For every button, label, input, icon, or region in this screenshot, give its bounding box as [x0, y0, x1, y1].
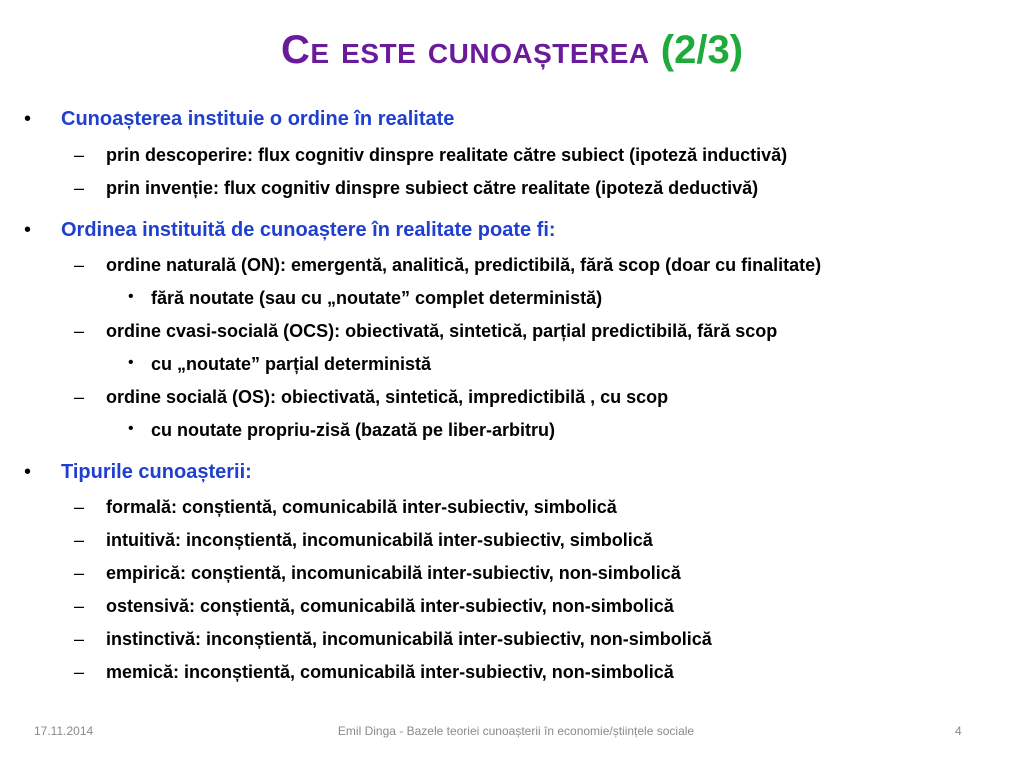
bullet-marker: •	[128, 354, 134, 371]
bullet-marker: •	[24, 461, 32, 483]
sub-item: cu „noutate” parțial deterministă	[151, 354, 432, 374]
list-item: memică: inconștientă, comunicabilă inter-subiectiv, non-simbolică	[106, 662, 674, 682]
list-item: ostensivă: conștientă, comunicabilă inter-subiectiv, non-simbolică	[106, 596, 674, 616]
list-item: instinctivă: inconștientă, incomunicabilă inter-subiectiv, non-simbolică	[106, 629, 712, 649]
dash-marker: –	[74, 321, 85, 341]
slide-title-main: Ce este cunoașterea	[280, 28, 650, 72]
footer-page-number: 4	[955, 724, 962, 738]
bullet-marker: •	[24, 108, 32, 130]
list-item: intuitivă: inconștientă, incomunicabilă inter-subiectiv, simbolică	[106, 530, 653, 550]
dash-marker: –	[74, 563, 85, 583]
dash-marker: –	[74, 178, 85, 198]
slide-title-part: (2/3)	[660, 28, 744, 72]
sub-item: cu noutate propriu-zisă (bazată pe liber-arbitru)	[151, 420, 556, 440]
section-heading: Ordinea instituită de cunoaștere în realitate poate fi:	[61, 219, 556, 241]
bullet-marker: •	[24, 219, 32, 241]
list-item: prin descoperire: flux cognitiv dinspre realitate către subiect (ipoteză inductivă)	[106, 145, 788, 165]
list-item: ordine socială (OS): obiectivată, sintetică, impredictibilă , cu scop	[106, 387, 669, 407]
dash-marker: –	[74, 497, 85, 517]
dash-marker: –	[74, 145, 85, 165]
list-item: formală: conștientă, comunicabilă inter-subiectiv, simbolică	[106, 497, 617, 517]
dash-marker: –	[74, 255, 85, 275]
bullet-marker: •	[128, 288, 134, 305]
section-heading: Cunoașterea instituie o ordine în realitate	[61, 108, 455, 130]
list-item: empirică: conștientă, incomunicabilă inter-subiectiv, non-simbolică	[106, 563, 681, 583]
sub-item: fără noutate (sau cu „noutate” complet deterministă)	[151, 288, 603, 308]
list-item: prin invenție: flux cognitiv dinspre subiect către realitate (ipoteză deductivă)	[106, 178, 759, 198]
section-heading: Tipurile cunoașterii:	[61, 461, 252, 483]
dash-marker: –	[74, 629, 85, 649]
list-item: ordine naturală (ON): emergentă, analitică, predictibilă, fără scop (doar cu finalitate)	[106, 255, 822, 275]
footer-author: Emil Dinga - Bazele teoriei cunoașterii în economie/științele sociale	[337, 724, 695, 738]
dash-marker: –	[74, 596, 85, 616]
bullet-marker: •	[128, 420, 134, 437]
dash-marker: –	[74, 662, 85, 682]
list-item: ordine cvasi-socială (OCS): obiectivată, sintetică, parțial predictibilă, fără scop	[106, 321, 778, 341]
dash-marker: –	[74, 387, 85, 407]
footer-date: 17.11.2014	[34, 724, 94, 738]
dash-marker: –	[74, 530, 85, 550]
